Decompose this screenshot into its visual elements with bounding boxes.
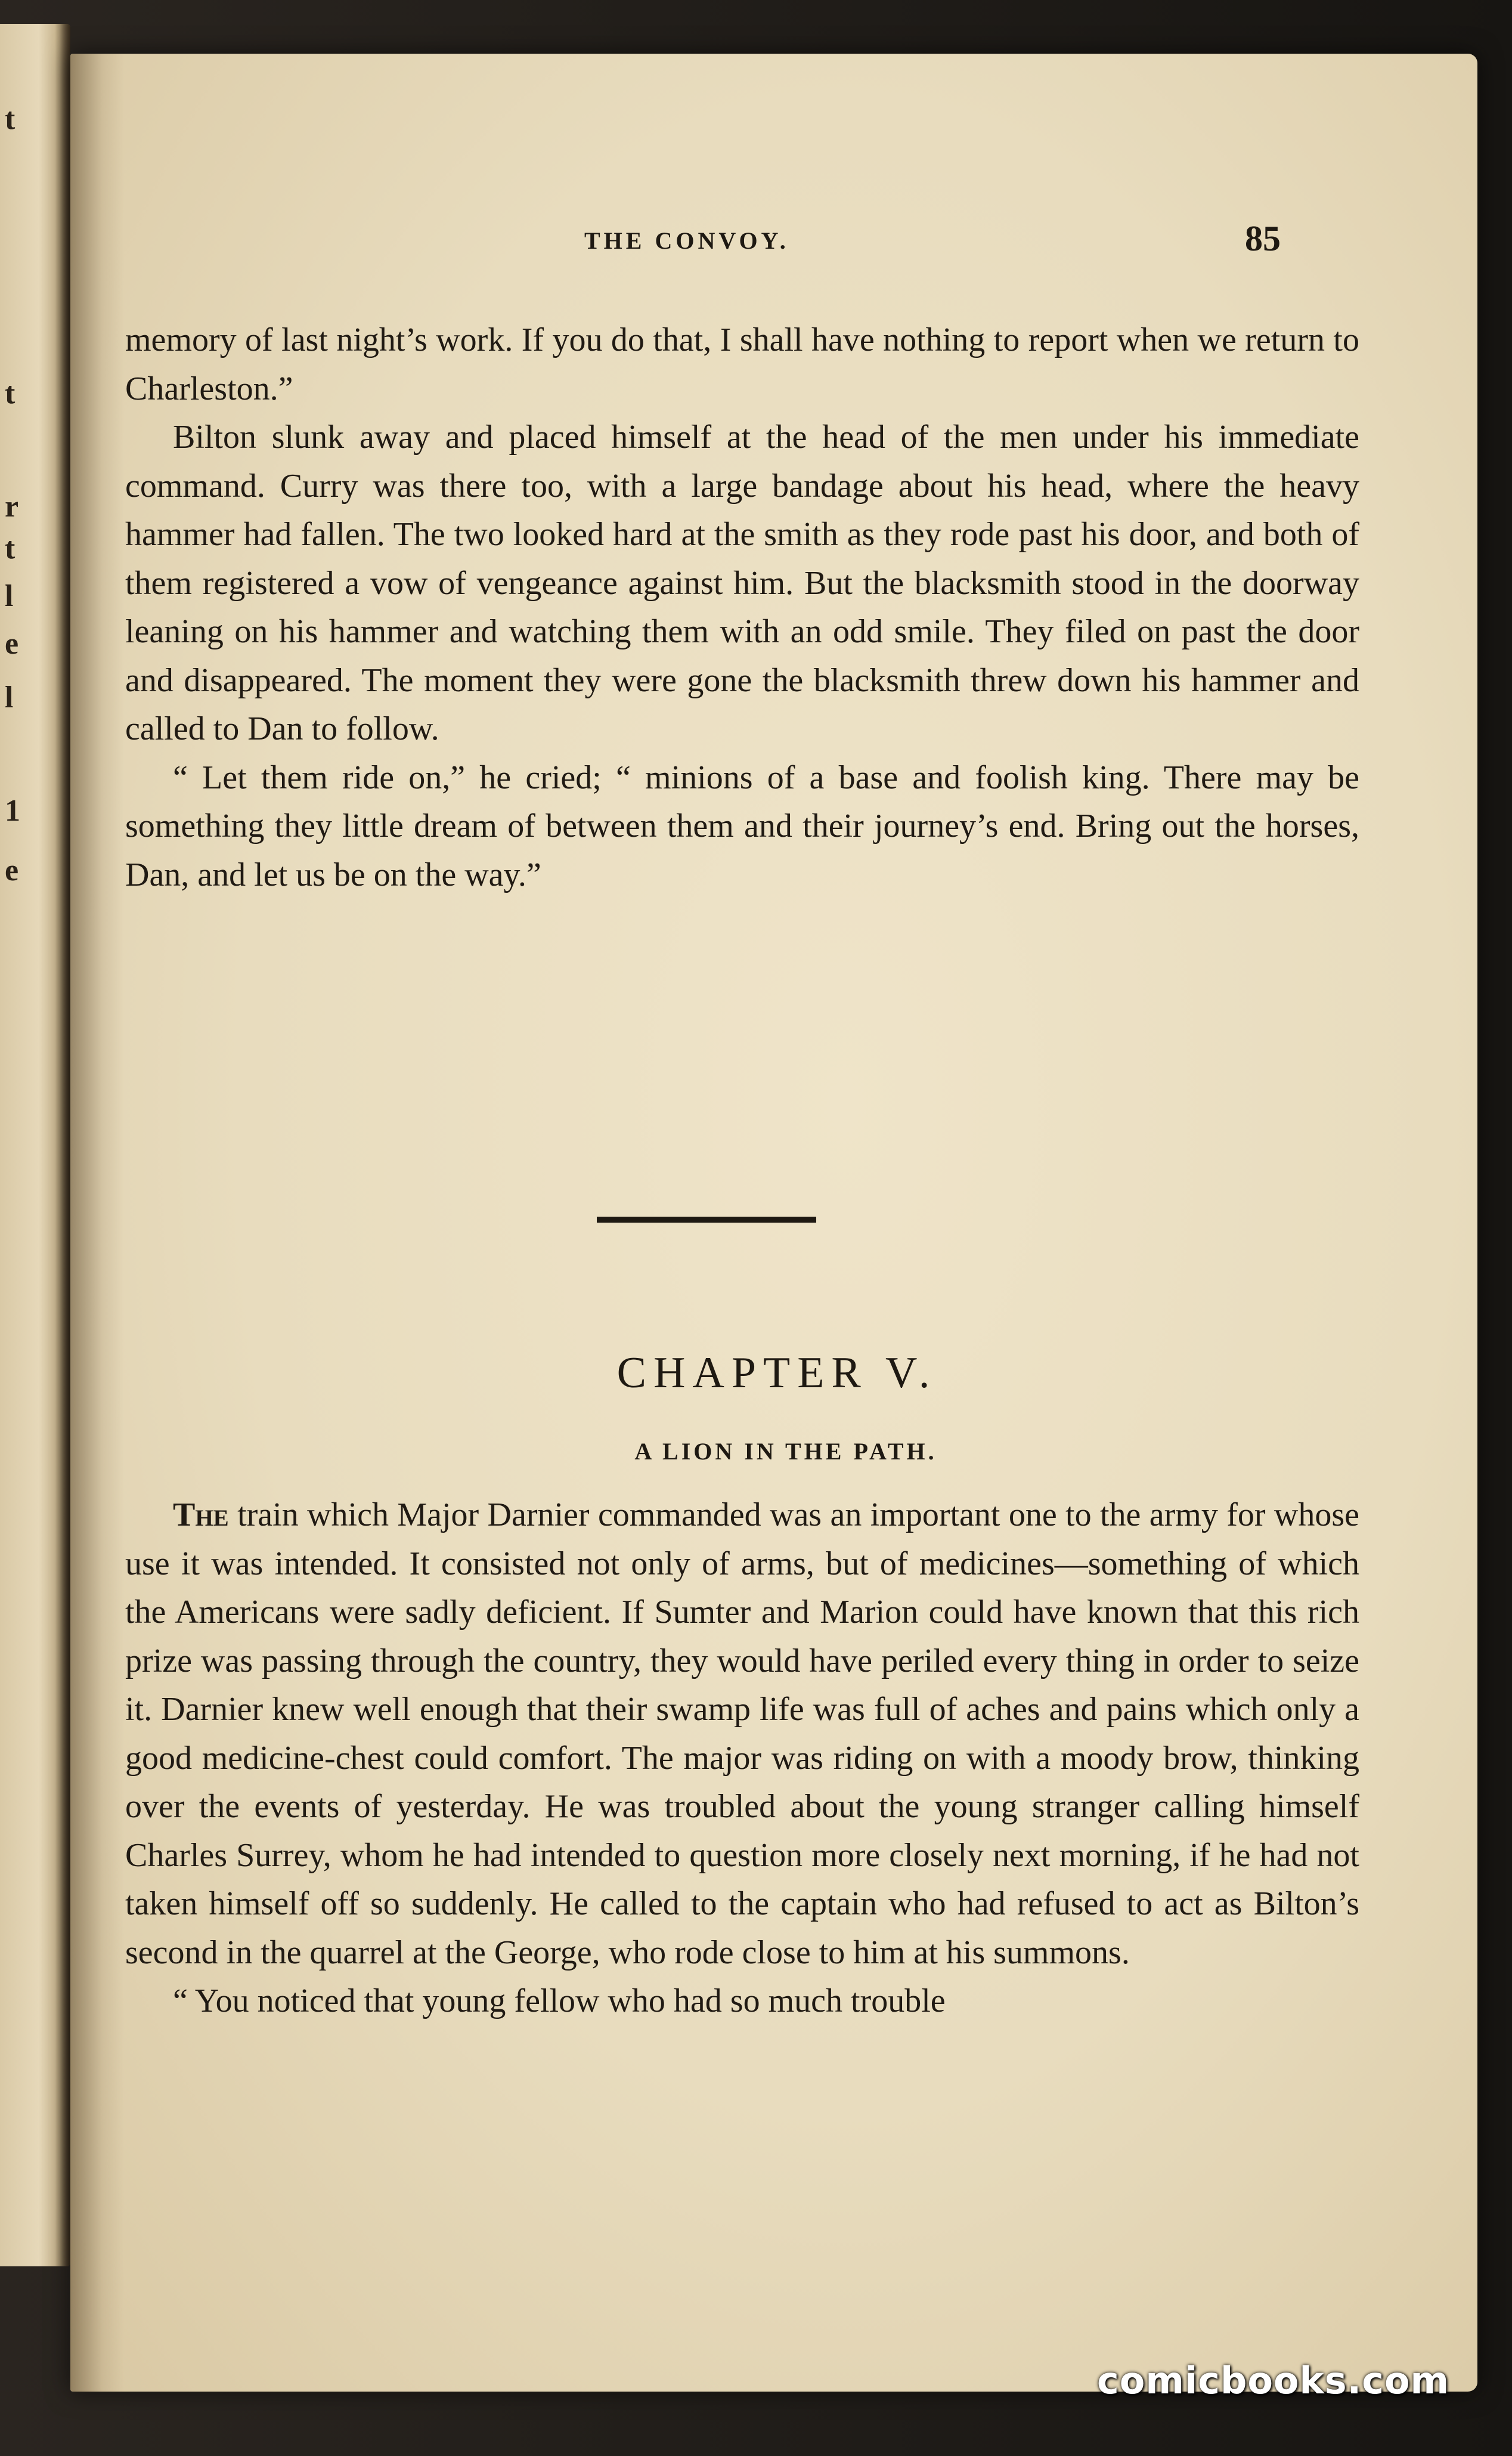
paragraph: “ You noticed that young fellow who had so much trouble xyxy=(173,1982,946,2019)
facing-page-fragment: e xyxy=(5,853,19,887)
facing-page-fragment: 1 xyxy=(5,794,20,828)
paragraph xyxy=(125,1491,1359,1977)
chapter-title: A LION IN THE PATH. xyxy=(634,1438,937,1465)
paragraph: memory of last night’s work. If you do that, I shall have nothing to report when we return to Charleston.” xyxy=(125,321,1359,407)
paragraph: Bilton slunk away and placed himself at the head of the men under his immediate command. Curry was there too, with a large bandage about his head, where the heavy hammer had fallen. The two looked hard at the smith as they rode past his door, and both of them registered a vow of vengeance against him. But the blacksmith stood in the doorway leaning on his hammer and watching them with an odd smile. They filed on past the door and disappeared. The moment they were gone the blacksmith threw down his hammer and called to Dan to follow. xyxy=(125,419,1359,747)
facing-page-fragment: l xyxy=(5,579,14,613)
facing-page-fragment: t xyxy=(5,531,16,565)
page-number: 85 xyxy=(1245,219,1281,258)
facing-page-edge xyxy=(0,24,70,2266)
book-page xyxy=(70,54,1477,2392)
chapter-heading: CHAPTER V. xyxy=(616,1348,937,1397)
running-head xyxy=(70,219,1477,268)
facing-page-fragment: l xyxy=(5,680,14,714)
paragraph: “ Let them ride on,” he cried; “ minions of a base and foolish king. There may be something they little dream of between them and their journey’s end. Bring out the horses, Dan, and let us be on the way.” xyxy=(125,759,1359,893)
section-divider-rule xyxy=(597,1217,816,1223)
body-text-top xyxy=(125,316,1359,899)
facing-page-fragment: t xyxy=(5,102,16,136)
running-head-title: THE CONVOY. xyxy=(584,227,789,254)
facing-page-fragment: t xyxy=(5,376,16,410)
paragraph-text: train which Major Darnier commanded was an important one to the army for whose use it was intended. It consisted not only of arms, but of medicines—something of which the Americans were sadly deficient. If Sumter and Marion could have known that this rich prize was passing through the country, they would have periled every thing in order to seize it. Darnier knew well enough that their swamp life was full of aches and pains which only a good medicine-chest could comfort. The major was riding on with a moody brow, thinking over the events of yesterday. He was troubled about the young stranger calling himself Charles Surrey, whom he had intended to question more closely next morning, if he had not taken himself off so suddenly. He called to the captain who had refused to act as Bilton’s second in the quarrel at the George, who rode close to him at his summons. xyxy=(125,1496,1359,1971)
lead-word: The xyxy=(173,1496,229,1533)
facing-page-fragment: e xyxy=(5,627,19,661)
facing-page-fragment: r xyxy=(5,490,19,524)
body-text-chapter xyxy=(125,1491,1359,2026)
site-watermark: comicbooks.com xyxy=(1097,2359,1450,2402)
gutter-shadow xyxy=(55,24,70,2266)
